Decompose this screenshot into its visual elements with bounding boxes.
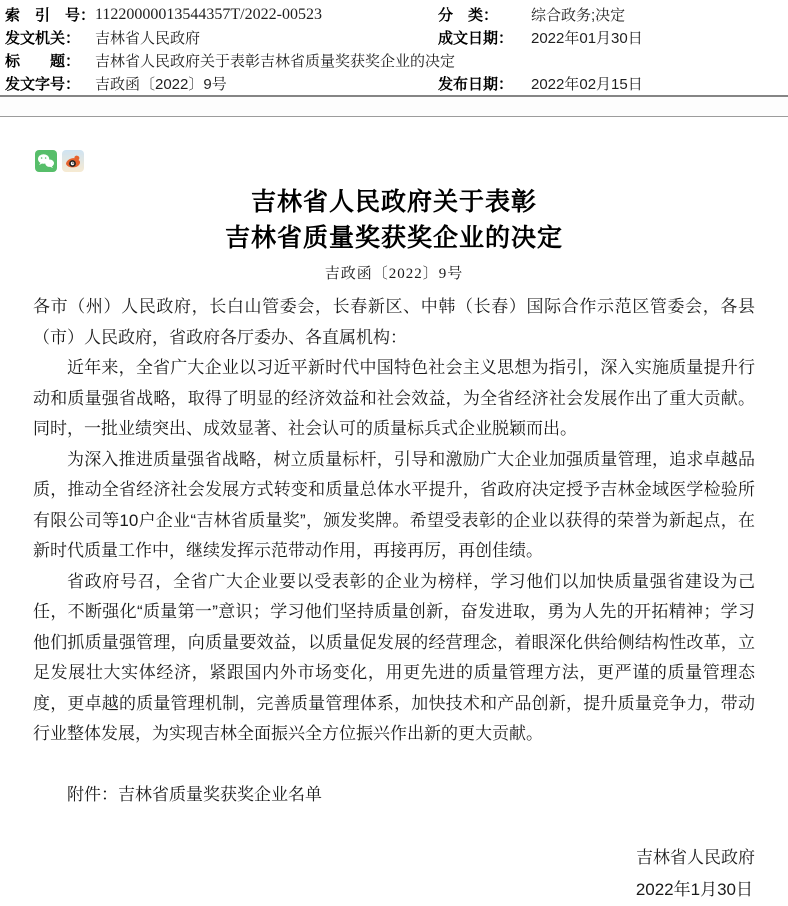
attachment-line: 附件：吉林省质量奖获奖企业名单 — [67, 784, 322, 804]
doc-title-label: 标 题： — [5, 53, 81, 70]
metadata-table — [0, 0, 788, 97]
meta-row-agency-date — [0, 26, 788, 49]
category-label: 分 类： — [438, 7, 499, 24]
weibo-share-icon[interactable] — [62, 150, 84, 172]
document-title-line2: 吉林省质量奖获奖企业的决定 — [224, 225, 563, 252]
signature-date: 2022年1月30日 — [635, 880, 753, 899]
signature-agency: 吉林省人民政府 — [636, 848, 755, 867]
body-paragraph-1: 近年来，全省广大企业以习近平新时代中国特色社会主义思想为指引，深入实施质量提升行动和质量强省战略，取得了明显的经济效益和社会效益，为全省经济社会发展作出了重大贡献。同时，一批业绩突出、成效显著、社会认可的质量标兵式企业脱颖而出。 — [33, 358, 755, 438]
issuing-agency-value: 吉林省人民政府 — [95, 30, 201, 47]
wechat-share-icon[interactable] — [35, 150, 57, 172]
doc-number-label: 发文字号： — [5, 76, 81, 93]
meta-row-title — [0, 49, 788, 72]
document-reference-number: 吉政函〔2022〕9号 — [324, 266, 464, 282]
issuing-agency-label: 发文机关： — [5, 30, 81, 47]
header-divider — [0, 97, 788, 117]
publish-date-label: 发布日期： — [438, 76, 514, 93]
publish-date-value: 2022年02月15日 — [531, 76, 643, 93]
index-number-label: 索 引 号： — [5, 7, 96, 24]
index-number-value: 11220000013544357T/2022-00523 — [95, 5, 322, 23]
document-title-line1: 吉林省人民政府关于表彰 — [250, 189, 537, 216]
doc-title-value: 吉林省人民政府关于表彰吉林省质量奖获奖企业的决定 — [95, 53, 456, 70]
body-paragraph-3: 省政府号召，全省广大企业要以受表彰的企业为榜样，学习他们以加快质量强省建设为己任，不断强化“质量第一”意识；学习他们坚持质量创新，奋发进取，勇为人先的开拓精神；学习他们抓质量强管理，向质量要效益，以质量促发展的经营理念，着眼深化供给侧结构性改革，立足发展壮大实体经济，紧跟国内外市场变化，用更先进的质量管理方法，更严谨的质量管理态度，更卓越的质量管理机制，完善质量管理体系，加快技术和产品创新，提升质量竞争力，带动行业整体发展，为实现吉林全面振兴全方位振兴作出新的更大贡献。 — [33, 571, 755, 743]
meta-row-number-publish — [0, 72, 788, 95]
document-title — [33, 185, 755, 257]
meta-row-index-category — [0, 3, 788, 26]
written-date-label: 成文日期： — [438, 30, 514, 47]
signature-block — [33, 842, 755, 906]
doc-number-value: 吉政函〔2022〕9号 — [95, 76, 227, 93]
document-area — [0, 150, 788, 906]
share-buttons — [35, 150, 755, 172]
document-body — [33, 292, 755, 750]
written-date-value: 2022年01月30日 — [531, 30, 643, 47]
salutation-paragraph: 各市（州）人民政府，长白山管委会，长春新区、中韩（长春）国际合作示范区管委会，各县（市）人民政府，省政府各厅委办、各直属机构： — [33, 297, 755, 347]
body-paragraph-2: 为深入推进质量强省战略，树立质量标杆，引导和激励广大企业加强质量管理，追求卓越品质，推动全省经济社会发展方式转变和质量总体水平提升，省政府决定授予吉林金域医学检验所有限公司等10户企业“吉林省质量奖”，颁发奖牌。希望受表彰的企业以获得的荣誉为新起点，在新时代质量工作中，继续发挥示范带动作用，再接再厉，再创佳绩。 — [33, 449, 755, 560]
category-value: 综合政务;决定 — [531, 7, 626, 24]
